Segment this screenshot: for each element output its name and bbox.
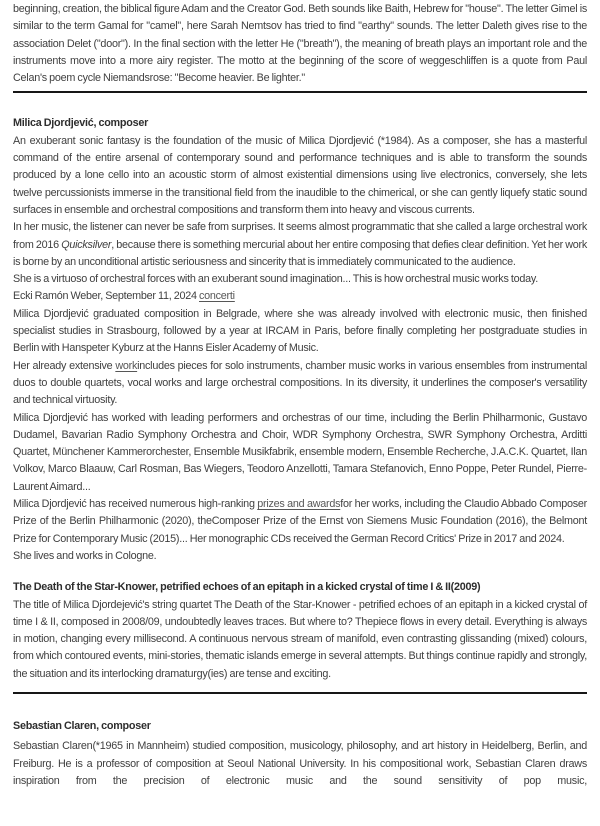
text-segment: Milica Djordjević has worked with leading performers and orchestras of our time, including the Berlin Philharmonic, Gustavo Dudamel, Bavarian Radio Symphony Orchestra and Choir, WDR Symphony Orchestra, SWR Symphony Orchestra, Arditti Quartet, Münchener Kammerorchester, Ensemble Musikfabrik, ensemble modern, Ensemble Recherche, J.A.C.K. Quartet, Ilan Volkov, Marco Blaauw, Carl Rosman, Bas Wiegers, Teodoro Anzellotti, Tamara Stefanovich, Enno Poppe, Peter Rundel, Pierre-Laurent Aimard... bbox=[13, 411, 587, 493]
text-segment: Milica Djordjević graduated composition in Belgrade, where she was already involved with electronic music, then finished specialist studies in Strasbourg, followed by a year at IRCAM in Paris, before finally completing her postgraduate studies in Berlin with Hanspeter Kyburz at the Hanns Eisler Academy of Music. bbox=[13, 307, 587, 355]
text-segment: for her works, including the Claudio Abbado Composer Prize of the Berlin Philharmonic (2020), theComposer Prize of the Ernst von Siemens Music Foundation (2016), the Belmont Prize for Contemporary Music (2015)... Her monographic CDs received the German Record Critics' Prize in 2017 and 2024. bbox=[13, 498, 588, 545]
paragraph-milica-oeuvre bbox=[13, 358, 587, 410]
text-segment: Sebastian Claren(*1965 in Mannheim) studied composition, musicology, philosophy, and art history in Heidelberg, Berlin, and Freiburg. He is a professor of composition at Seoul National University. In his compositional work, Sebastian Claren draws inspiration from the precision of electronic music and the sound sensitivity of pop music, bbox=[13, 740, 587, 787]
text-segment: Milica Djordjević has received numerous high-ranking bbox=[13, 498, 258, 511]
text-segment: includes pieces for solo instruments, chamber music works in various ensembles from instrumental duos to double quartets, vocal works and large orchestral compositions. In its diversity, it underlines the composer's versatility and technical virtuosity. bbox=[13, 359, 587, 407]
paragraph-milica-bio-2 bbox=[13, 219, 587, 271]
text-segment: In her music, the listener can never be safe from surprises. It seems almost programmatic that she called a large orchestral work from 2016 bbox=[13, 221, 587, 251]
paragraph-milica-studies bbox=[13, 306, 587, 358]
section-divider bbox=[13, 692, 587, 694]
paragraph-milica-bio-1 bbox=[13, 133, 587, 219]
text-segment: She is a virtuoso of orchestral forces with an exuberant sound imagination... This is how orchestral music works today. bbox=[13, 273, 538, 286]
text-segment: She lives and works in Cologne. bbox=[13, 549, 157, 562]
text-segment: An exuberant sonic fantasy is the foundation of the music of Milica Djordjević (*1984). As a composer, she has a masterful command of the entire arsenal of contemporary sound and performance techniques and is able to transform the sounds produced by a lone cello into an acoustic storm of almost existential dimensions using live electronics, conversely, she lets twelve percussionists immerse in the transitional field from the inaudible to the chimerical, or she can gently liquefy static sound surfaces in ensemble and orchestral compositions and transform them into heavy and viscous currents. bbox=[13, 134, 587, 216]
work-link[interactable]: work bbox=[115, 359, 138, 372]
text-segment: Quicksilver bbox=[61, 238, 112, 251]
paragraph-milica-prizes bbox=[13, 496, 587, 548]
paragraph-claren-bio bbox=[13, 738, 587, 790]
text-segment: Ecki Ramón Weber, September 11, 2024 bbox=[13, 290, 199, 303]
paragraph-quote-attribution bbox=[13, 288, 587, 305]
composer-heading-milica: Milica Djordjević, composer bbox=[13, 117, 149, 130]
prizes-and-awards-link[interactable]: prizes and awards bbox=[257, 498, 341, 511]
text-segment: , because there is something mercurial about her entire composing that defies clear definition. Yet her work is borne by an unconditional artistic seriousness and sincerity that is immediately communicated to the audience. bbox=[13, 238, 587, 268]
section-star-knower bbox=[13, 579, 587, 683]
text-segment: Her already extensive bbox=[13, 359, 116, 372]
paragraph-milica-collaborations bbox=[13, 410, 587, 496]
paragraph-milica-quote bbox=[13, 271, 587, 288]
program-notes bbox=[13, 1, 587, 790]
section-sebastian-claren bbox=[13, 718, 587, 790]
concerti-link[interactable]: concerti bbox=[199, 290, 235, 303]
section-divider bbox=[13, 91, 587, 93]
paragraph-milica-residence bbox=[13, 548, 587, 565]
composer-heading-claren: Sebastian Claren, composer bbox=[13, 719, 151, 732]
text-segment: beginning, creation, the biblical figure Adam and the Creator God. Beth sounds like Baith, Hebrew for "house". The letter Gimel is similar to the term Gamal for "camel", here Sarah Nemtsov has tried to find "earthy" sounds. The letter Daleth gives rise to the association Delet ("door"). In the final section with the letter He ("breath"), the meaning of breath plays an important role and the instruments move into a more airy register. The motto at the beginning of the score of weggeschliffen is a quote from Paul Celan's poem cycle Niemandsrose: "Become heavier. Be lighter." bbox=[13, 3, 587, 85]
paragraph-nemtsov-continued bbox=[13, 1, 587, 87]
section-milica-djordjevic bbox=[13, 115, 587, 565]
work-title-heading: The Death of the Star-Knower, petrified echoes of an epitaph in a kicked crystal of time I & II(2009) bbox=[13, 581, 481, 594]
text-segment: The title of Milica Djordejević's string quartet The Death of the Star-Knower - petrified echoes of an epitaph in a kicked crystal of time I & II, composed in 2008/09, undoubtedly leaves traces. But where to? Thepiece flows in every detail. Everything is always in motion, changing every millisecond. A continuous nervous stream of manifold, even contrasting glissanding (mixed) colours, from which contoured events, mini-stories, thematic islands emerge in several attempts. But things continue rapidly and strongly, the situation and its interlocking dramaturgy(ies) are tense and exciting. bbox=[13, 598, 587, 680]
paragraph-star-knower-description bbox=[13, 597, 587, 683]
